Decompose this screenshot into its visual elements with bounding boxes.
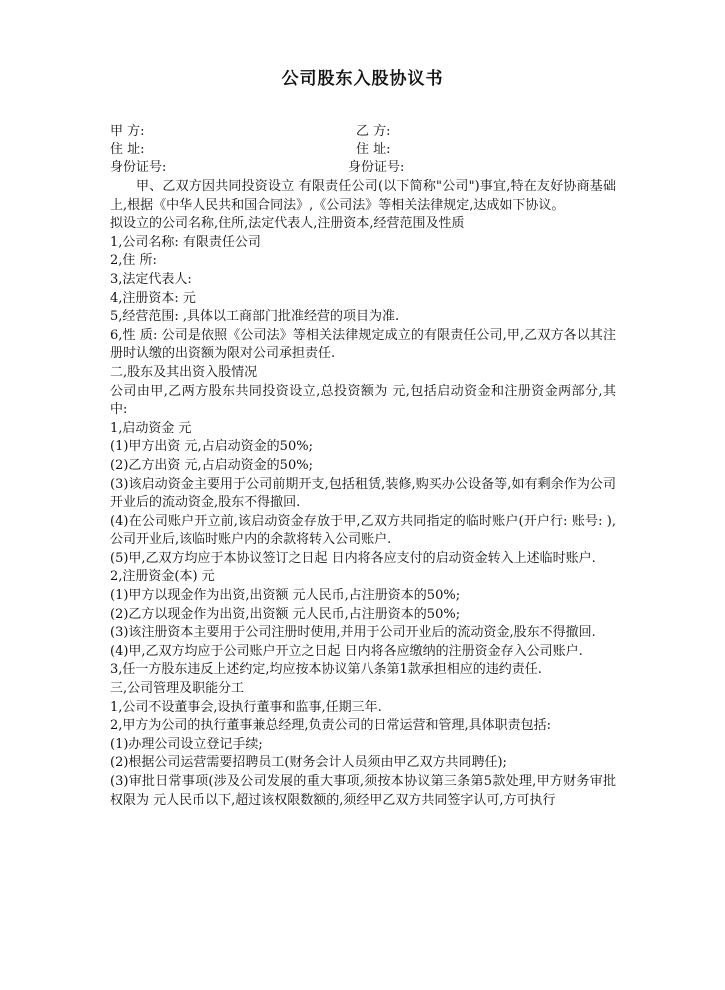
- party-row-id: [110, 158, 630, 178]
- clause-registered-deadline: (4)甲,乙双方均应于公司账户开立之日起 日内将各应缴纳的注册资金存入公司账户.: [110, 643, 583, 659]
- clause-startup-usage: (3)该启动资金主要用于公司前期开支,包括租赁,装修,购买办公设备等,如有剩余作为公司开业后的流动资金,股东不得撤回.: [110, 476, 616, 511]
- clause-startup-deadline: (5)甲,乙双方均应于本协议签订之日起 日内将各应支付的启动资金转入上述临时账户.: [110, 550, 596, 566]
- clause-hiring-duty: (2)根据公司运营需要招聘员工(财务会计人员须由甲乙双方共同聘任);: [110, 755, 507, 771]
- clause-breach: 3,任一方股东违反上述约定,均应按本协议第八条第1款承担相应的违约责任.: [110, 662, 542, 678]
- clause-registered-party-b: (2)乙方以现金作为出资,出资额 元人民币,占注册资本的50%;: [110, 606, 461, 622]
- party-a-label: 甲 方:: [110, 124, 145, 139]
- clause-registered-usage: (3)该注册资本主要用于公司注册时使用,并用于公司开业后的流动资金,股东不得撤回.: [110, 625, 596, 641]
- party-row-names: [110, 122, 630, 142]
- party-b-address-label: 住 址:: [356, 142, 391, 157]
- clause-executive-director: 2,甲方为公司的执行董事兼总经理,负责公司的日常运营和管理,具体职责包括:: [110, 718, 552, 734]
- clause-business-scope: 5,经营范围: ,具体以工商部门批准经营的项目为准.: [110, 309, 400, 325]
- party-a-id-label: 身份证号:: [110, 160, 167, 175]
- party-row-address: [110, 140, 630, 160]
- clause-temporary-account: (4)在公司账户开立前,该启动资金存放于甲,乙双方共同指定的临时账户(开户行: 账号: ),公司开业后,该临时账户内的余款将转入公司账户.: [110, 513, 616, 548]
- party-b-label: 乙 方:: [356, 124, 391, 139]
- section-heading-management: 三,公司管理及职能分工: [110, 681, 245, 697]
- clause-startup-party-b: (2)乙方出资 元,占启动资金的50%;: [110, 457, 313, 473]
- agreement-body: [110, 178, 616, 810]
- clause-approval-duty: (3)审批日常事项(涉及公司发展的重大事项,须按本协议第三条第5款处理,甲方财务审批权限为 元人民币以下,超过该权限数额的,须经甲乙双方共同签字认可,方可执行: [110, 774, 616, 808]
- clause-startup-party-a: (1)甲方出资 元,占启动资金的50%;: [110, 439, 313, 455]
- clause-address: 2,住 所:: [110, 253, 157, 269]
- clause-registered-capital: 4,注册资本: 元: [110, 290, 196, 306]
- clause-no-board: 1,公司不设董事会,设执行董事和监事,任期三年.: [110, 699, 382, 715]
- section-heading-shareholders: 二,股东及其出资入股情况: [110, 364, 258, 380]
- party-b-id-label: 身份证号:: [348, 160, 405, 175]
- clause-company-name: 1,公司名称: 有限责任公司: [110, 234, 261, 250]
- clause-total-investment: 公司由甲,乙两方股东共同投资设立,总投资额为 元,包括启动资金和注册资金两部分,其中:: [110, 383, 616, 418]
- party-a-address-label: 住 址:: [110, 142, 145, 157]
- clause-registration-duty: (1)办理公司设立登记手续;: [110, 736, 263, 752]
- clause-nature: 6,性 质: 公司是依照《公司法》等相关法律规定成立的有限责任公司,甲,乙双方各以其注册时认缴的出资额为限对公司承担责任.: [110, 327, 616, 362]
- clause-registered-party-a: (1)甲方以现金作为出资,出资额 元人民币,占注册资本的50%;: [110, 588, 461, 604]
- intro-paragraph: 甲、乙双方因共同投资设立 有限责任公司(以下简称"公司")事宜,特在友好协商基础上,根据《中华人民共和国合同法》,《公司法》等相关法律规定,达成如下协议。: [110, 179, 616, 213]
- section-heading-company-info: 拟设立的公司名称,住所,法定代表人,注册资本,经营范围及性质: [110, 216, 465, 232]
- clause-startup-funds: 1,启动资金 元: [110, 420, 192, 436]
- clause-legal-representative: 3,法定代表人:: [110, 271, 192, 287]
- clause-registered-funds: 2,注册资金(本) 元: [110, 569, 215, 585]
- document-title: 公司股东入股协议书: [281, 69, 444, 89]
